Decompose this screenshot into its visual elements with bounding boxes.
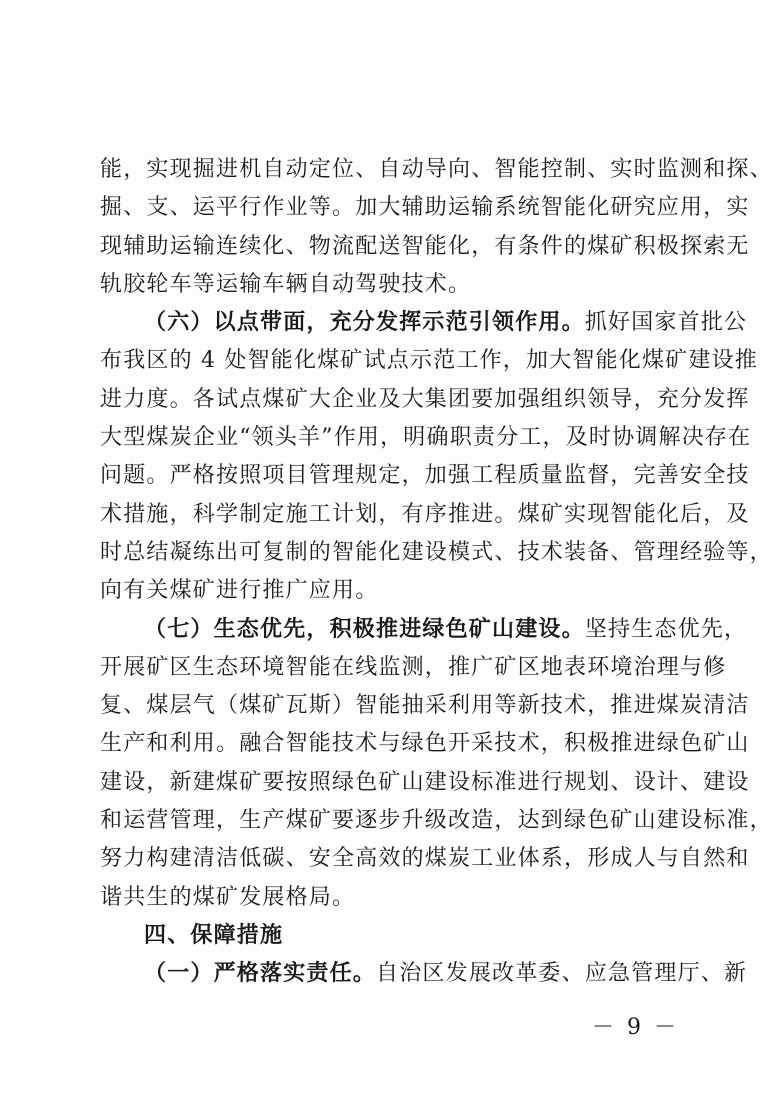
body-line: 现辅助运输连续化、物流配送智能化，有条件的煤矿积极探索无: [100, 233, 750, 259]
section-7-line: [100, 611, 748, 649]
document-body: [100, 151, 773, 994]
body-line: 进力度。各试点煤矿大企业及大集团要加强组织领导，充分发挥: [100, 386, 750, 412]
body-line: 开展矿区生态环境智能在线监测，推广矿区地表环境治理与修: [100, 654, 727, 680]
section-heading-4: 四、保障措施: [144, 922, 284, 948]
section-7-heading: （七）生态优先，积极推进绿色矿山建设。: [144, 616, 585, 642]
body-line: 向有关煤矿进行推广应用。: [100, 578, 379, 604]
body-line: 生产和利用。融合智能技术与绿色开采技术，积极推进绿色矿山: [100, 731, 750, 757]
body-text: 坚持生态优先，: [584, 616, 748, 642]
body-text: 抓好国家首批公: [584, 310, 748, 336]
body-line: 布我区的 4 处智能化煤矿试点示范工作，加大智能化煤矿建设推: [100, 348, 758, 374]
body-line: 掘、支、运平行作业等。加大辅助运输系统智能化研究应用，实: [100, 195, 750, 221]
section-6-line: [100, 304, 748, 342]
body-line: 能，实现掘进机自动定位、自动导向、智能控制、实时监测和探、: [100, 157, 773, 182]
section-6-heading: （六）以点带面，充分发挥示范引领作用。: [144, 310, 585, 336]
subsection-1-heading: （一）严格落实责任。: [144, 961, 377, 987]
body-line: 轨胶轮车等运输车辆自动驾驶技术。: [100, 271, 472, 297]
body-line: 和运营管理，生产煤矿要逐步升级改造，达到绿色矿山建设标准，: [100, 808, 773, 834]
body-line: 复、煤层气（煤矿瓦斯）智能抽采利用等新技术，推进煤炭清洁: [100, 693, 750, 719]
body-line: 谐共生的煤矿发展格局。: [100, 884, 356, 910]
body-line: 建设，新建煤矿要按照绿色矿山建设标准进行规划、设计、建设: [100, 769, 750, 795]
body-line: 努力构建清洁低碳、安全高效的煤炭工业体系，形成人与自然和: [100, 846, 750, 872]
body-line: 问题。严格按照项目管理规定，加强工程质量监督，完善安全技: [100, 463, 750, 489]
subsection-1-line: [100, 955, 748, 993]
body-line: 时总结凝练出可复制的智能化建设模式、技术装备、管理经验等，: [100, 539, 773, 565]
body-line: 大型煤炭企业“领头羊”作用，明确职责分工，及时协调解决存在: [100, 425, 752, 451]
body-text: 自治区发展改革委、应急管理厅、新: [376, 961, 748, 987]
body-line: 术措施，科学制定施工计划，有序推进。煤矿实现智能化后，及: [100, 501, 750, 527]
page-number: － 9 －: [592, 1015, 679, 1040]
